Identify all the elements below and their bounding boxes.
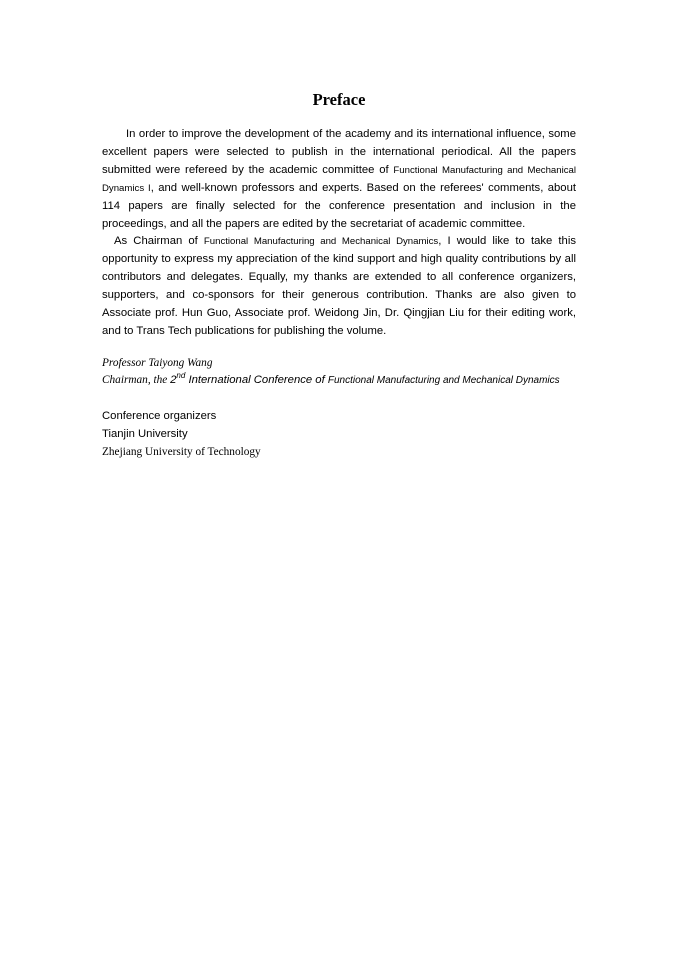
- page-title: Preface: [312, 90, 366, 109]
- role-ordinal-suffix: nd: [176, 371, 186, 381]
- role-conference: International Conference of: [185, 373, 328, 386]
- preface-page: [102, 88, 576, 461]
- paragraph-2-conference-name: Functional Manufacturing and Mechanical Dynamics: [203, 236, 439, 248]
- role-ordinal-number: 2: [170, 373, 177, 386]
- signature-block: [102, 355, 576, 389]
- paragraph-1-conference-name: Functional Manufacturing and Mechanical Dynamics I: [102, 164, 576, 194]
- organizers-block: [102, 407, 576, 461]
- organizer-item: Zhejiang University of Technology: [102, 445, 261, 458]
- signature-name: Professor Taiyong Wang: [102, 356, 213, 369]
- paragraph-2-text-a: As Chairman of: [114, 235, 204, 248]
- paragraph-1-text-a: In order to improve the development of the academy and its international influence, some excellent papers were selected to publish in the international periodical. All the papers submitted were refereed by the academic committee of: [102, 128, 576, 176]
- preface-paragraph-1: [102, 126, 576, 233]
- signature-role: [102, 372, 576, 389]
- preface-paragraph-2: [102, 233, 576, 340]
- organizers-heading: Conference organizers: [102, 409, 217, 422]
- paragraph-2-text-c: , I would like to take this opportunity to express my appreciation of the kind support and high quality contributions by all contributors and delegates. Equally, my thanks are extended to all conference organizers, supporters, and co-sponsors for their generous contribution. Thanks are also given to Associate prof. Hun Guo, Associate prof. Weidong Jin, Dr. Qingjian Liu for their editing work, and to Trans Tech publications for publishing the volume.: [102, 235, 576, 337]
- paragraph-1-text-c: , and well-known professors and experts. Based on the referees' comments, about 114 papers are finally selected for the conference presentation and inclusion in the proceedings, and all the papers are edited by the secretariat of academic committee.: [102, 181, 576, 230]
- role-topic: Functional Manufacturing and Mechanical Dynamics: [327, 374, 560, 386]
- organizer-item: Tianjin University: [102, 427, 188, 440]
- role-prefix: Chairman, the: [102, 373, 171, 386]
